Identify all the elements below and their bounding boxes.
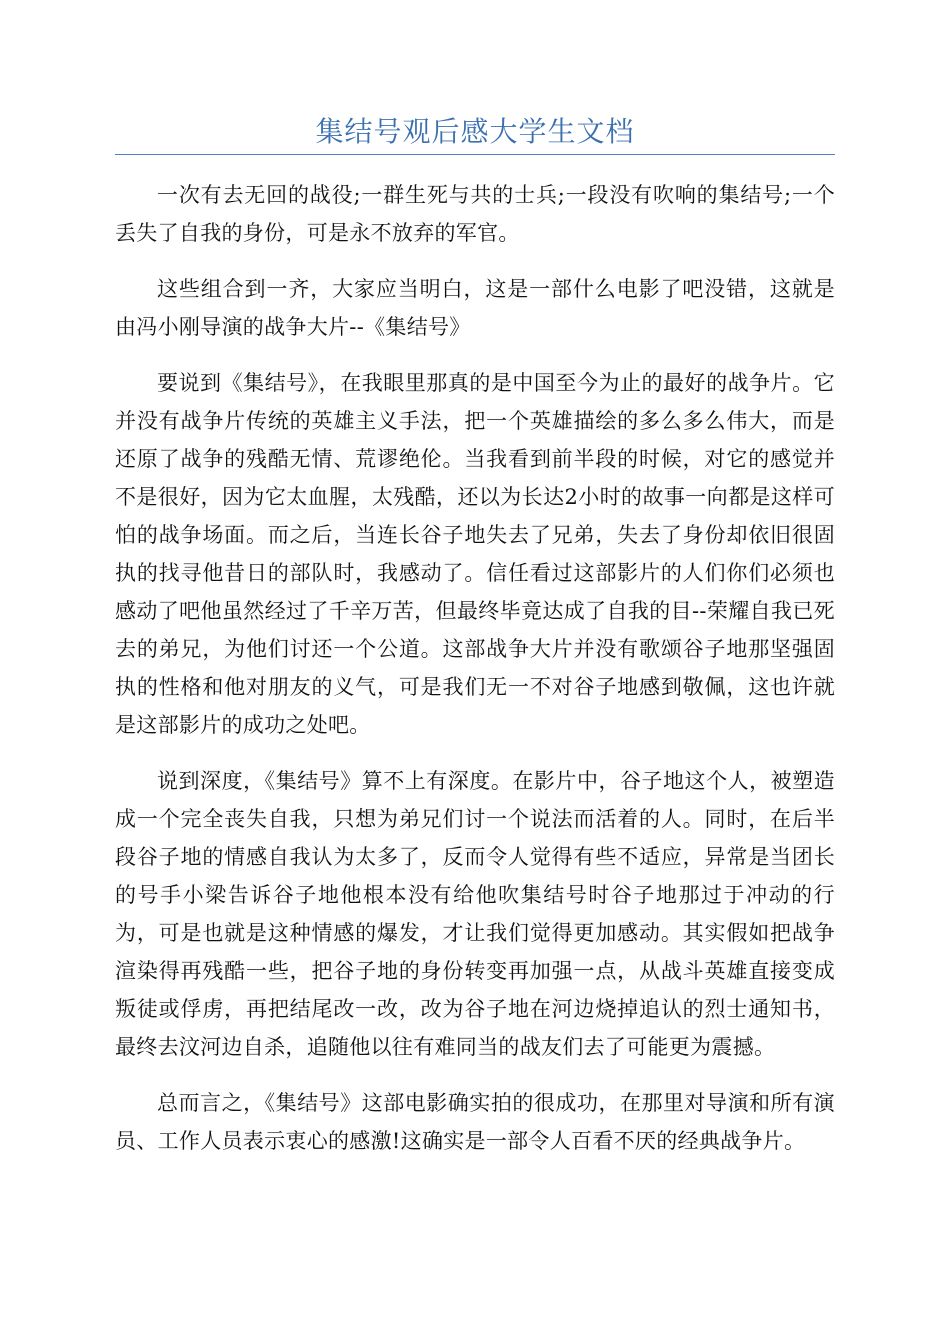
paragraph-5: 总而言之，《集结号》这部电影确实拍的很成功，在那里对导演和所有演员、工作人员表示衷心的感激!这确实是一部令人百看不厌的经典战争片。 [115,1091,835,1153]
document-body [115,176,835,1178]
document-title: 集结号观后感大学生文档 [315,115,635,148]
paragraph-4: 说到深度，《集结号》算不上有深度。在影片中，谷子地这个人，被塑造成一个完全丧失自我，只想为弟兄们讨一个说法而活着的人。同时，在后半段谷子地的情感自我认为太多了，反而令人觉得有些不适应，异常是当团长的号手小梁告诉谷子地他根本没有给他吹集结号时谷子地那过于冲动的行为，可是也就是这种情感的爆发，才让我们觉得更加感动。其实假如把战争渲染得再残酷一些，把谷子地的身份转变再加强一点，从战斗英雄直接变成叛徒或俘虏，再把结尾改一改，改为谷子地在河边烧掉追认的烈士通知书，最终去汶河边自杀，追随他以往有难同当的战友们去了可能更为震撼。 [115,769,835,1059]
title-underline [115,154,835,155]
paragraph-2: 这些组合到一齐，大家应当明白，这是一部什么电影了吧没错，这就是由冯小刚导演的战争大片--《集结号》 [115,277,835,339]
paragraph-3: 要说到《集结号》，在我眼里那真的是中国至今为止的最好的战争片。它并没有战争片传统的英雄主义手法，把一个英雄描绘的多么多么伟大，而是还原了战争的残酷无情、荒谬绝伦。当我看到前半段的时候，对它的感觉并不是很好，因为它太血腥，太残酷，还以为长达2小时的故事一向都是这样可怕的战争场面。而之后，当连长谷子地失去了兄弟，失去了身份却依旧很固执的找寻他昔日的部队时，我感动了。信任看过这部影片的人们你们必须也感动了吧他虽然经过了千辛万苦，但最终毕竟达成了自我的目--荣耀自我已死去的弟兄，为他们讨还一个公道。这部战争大片并没有歌颂谷子地那坚强固执的性格和他对朋友的义气，可是我们无一不对谷子地感到敬佩，这也许就是这部影片的成功之处吧。 [115,371,835,737]
paragraph-1: 一次有去无回的战役;一群生死与共的士兵;一段没有吹响的集结号;一个丢失了自我的身份，可是永不放弃的军官。 [115,183,835,245]
